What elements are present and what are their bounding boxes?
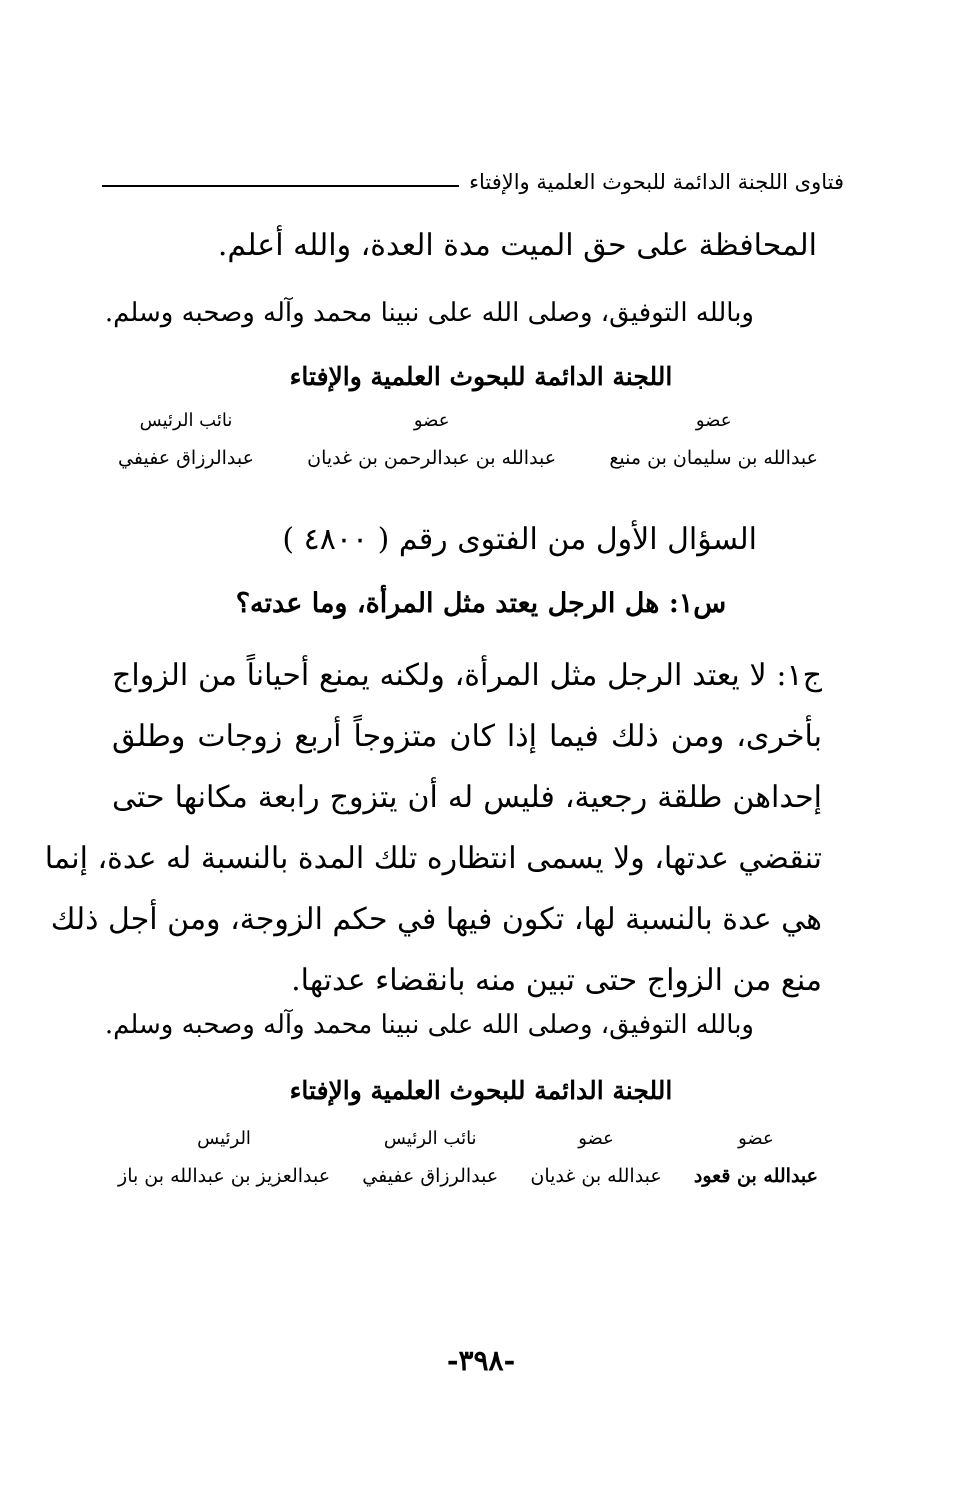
answer-line: بأخرى، ومن ذلك فيما إذا كان متزوجاً أربع زوجات وطلق xyxy=(112,719,822,754)
signatory-name: عبدالله بن غديان xyxy=(530,1165,662,1187)
fatwa2-question: س١: هل الرجل يعتد مثل المرأة، وما عدته؟ xyxy=(235,588,727,619)
signatory-name: عبدالله بن عبدالرحمن بن غديان xyxy=(307,447,557,469)
fatwa1-closing: وبالله التوفيق، وصلى الله على نبينا محمد وآله وصحبه وسلم. xyxy=(104,298,754,328)
fatwa1-continuation: المحافظة على حق الميت مدة العدة، والله أعلم. xyxy=(217,228,817,263)
answer-line: إحداهن طلقة رجعية، فليس له أن يتزوج رابعة مكانها حتى xyxy=(112,780,822,815)
signatory-title: نائب الرئيس xyxy=(383,1128,477,1149)
fatwa2-committee-name: اللجنة الدائمة للبحوث العلمية والإفتاء xyxy=(289,1076,673,1105)
signatory xyxy=(362,1128,498,1187)
signatory-name: عبدالله بن قعود xyxy=(693,1165,818,1187)
signatory-title: عضو xyxy=(413,410,450,431)
signatory-title: عضو xyxy=(695,410,732,431)
signatory xyxy=(694,1128,818,1187)
signatory xyxy=(118,410,254,469)
signatory xyxy=(118,1128,330,1187)
fatwa2-heading: السؤال الأول من الفتوى رقم ( ٤٨٠٠ ) xyxy=(282,522,757,557)
signatory-title: نائب الرئيس xyxy=(139,410,233,431)
signatory xyxy=(530,1128,661,1187)
fatwa1-committee-name: اللجنة الدائمة للبحوث العلمية والإفتاء xyxy=(289,362,673,391)
header-title: فتاوى اللجنة الدائمة للبحوث العلمية والإفتاء xyxy=(469,170,844,194)
signatory-name: عبدالعزيز بن عبدالله بن باز xyxy=(118,1165,331,1187)
signatory-title: عضو xyxy=(738,1128,774,1149)
signatory-title: عضو xyxy=(578,1128,614,1149)
signatory-name: عبدالرزاق عفيفي xyxy=(118,447,254,469)
fatwa2-answer xyxy=(44,645,822,1011)
signatory xyxy=(609,410,818,469)
answer-line: ج١: لا يعتد الرجل مثل المرأة، ولكنه يمنع أحياناً من الزواج xyxy=(112,658,822,693)
signatory xyxy=(307,410,556,469)
answer-line: منع من الزواج حتى تبين منه بانقضاء عدتها. xyxy=(291,963,822,998)
fatwa1-signatures xyxy=(118,410,818,469)
fatwa2-signatures xyxy=(118,1128,818,1187)
answer-line: تنقضي عدتها، ولا يسمى انتظاره تلك المدة بالنسبة له عدة، إنما xyxy=(44,841,822,876)
signatory-name: عبدالله بن سليمان بن منيع xyxy=(609,447,818,469)
signatory-name: عبدالرزاق عفيفي xyxy=(362,1165,499,1187)
fatwa2-closing: وبالله التوفيق، وصلى الله على نبينا محمد وآله وصحبه وسلم. xyxy=(104,1010,754,1040)
signatory-title: الرئيس xyxy=(197,1128,251,1149)
answer-line: هي عدة بالنسبة لها، تكون فيها في حكم الزوجة، ومن أجل ذلك xyxy=(50,902,822,937)
header-rule xyxy=(102,185,459,187)
running-header xyxy=(102,162,844,202)
page-number: -٣٩٨- xyxy=(446,1344,516,1377)
